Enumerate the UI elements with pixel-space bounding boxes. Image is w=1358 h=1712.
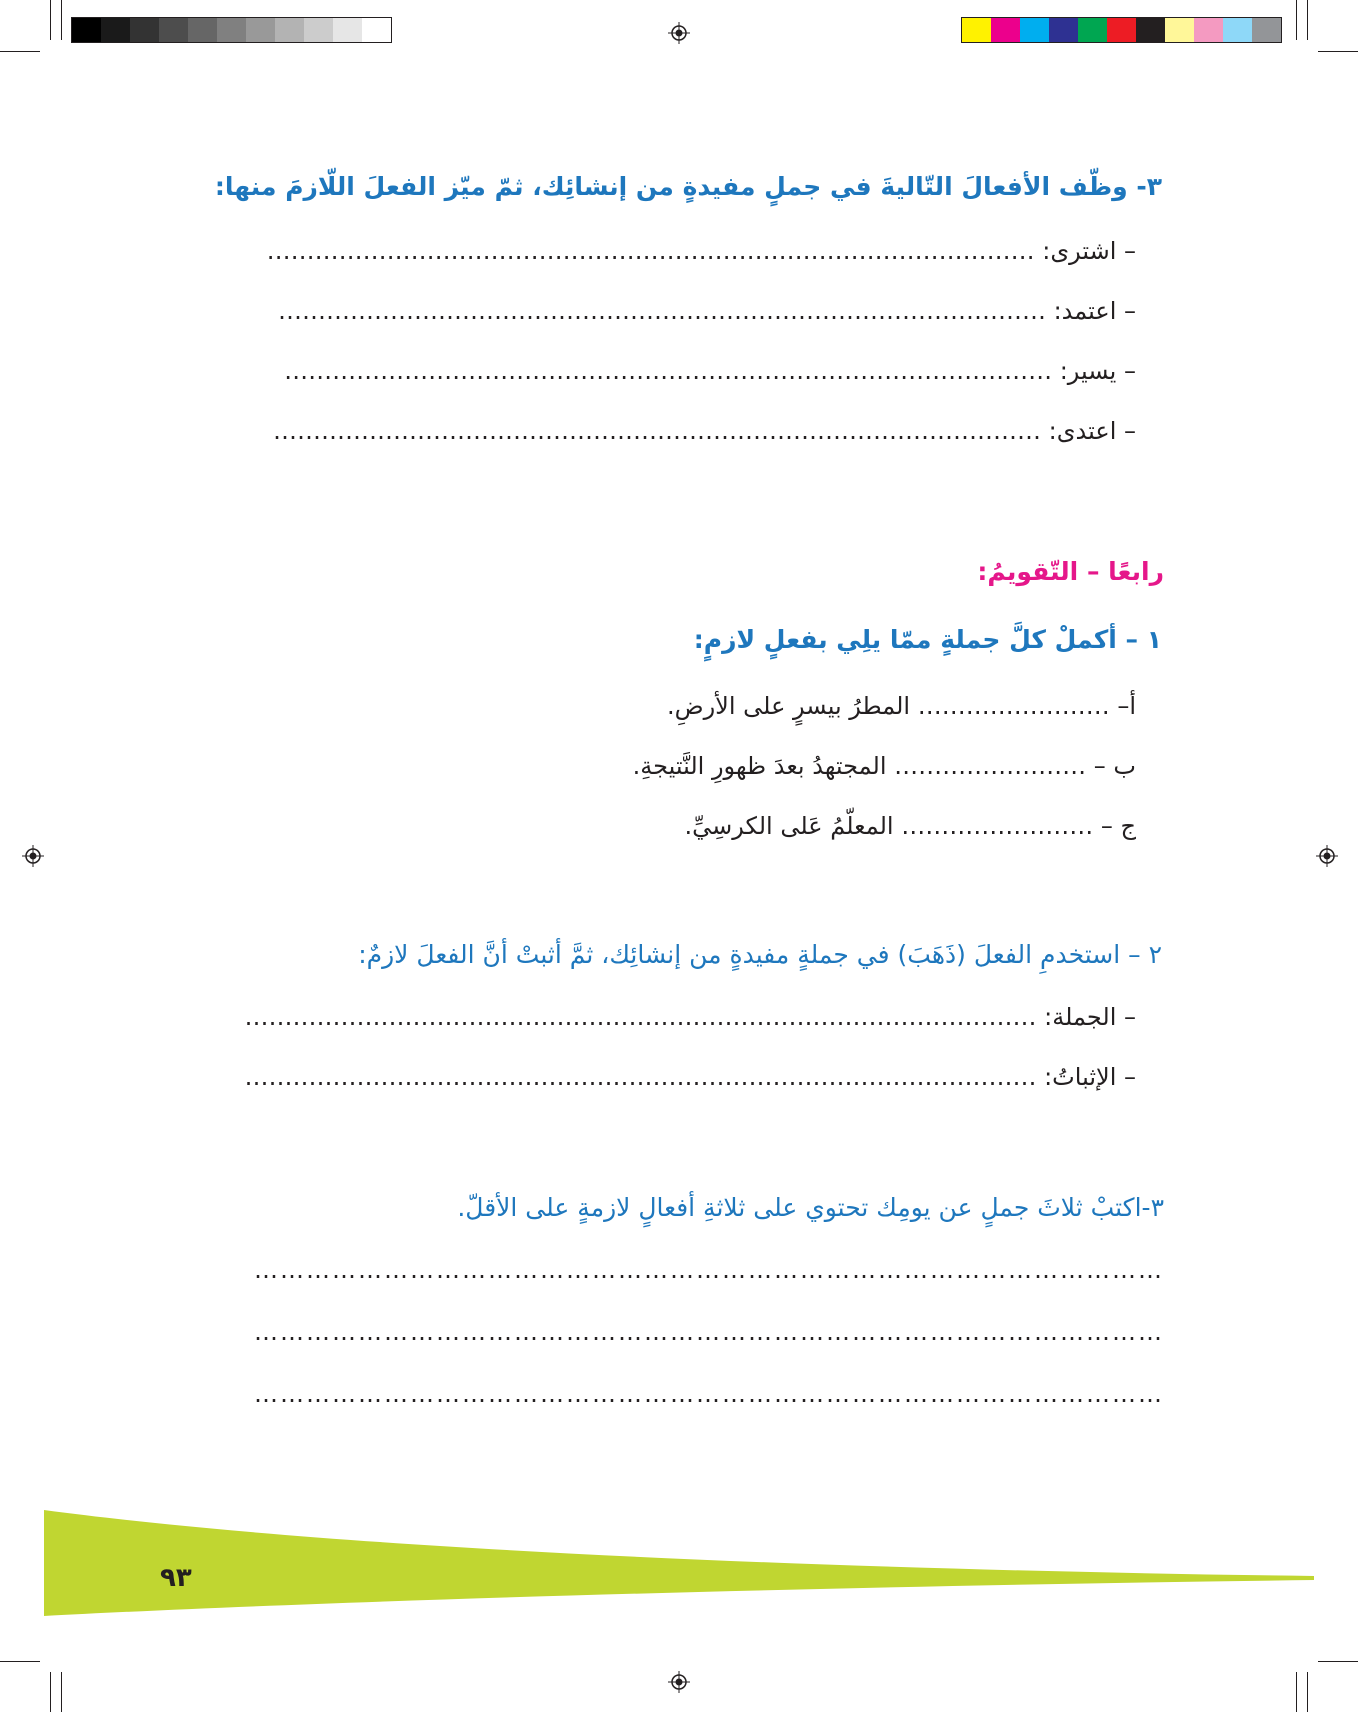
item-label: – اعتدى: [1048, 417, 1136, 445]
calibration-swatch [991, 18, 1020, 42]
calibration-swatch [1107, 18, 1136, 42]
calibration-swatch [304, 18, 333, 42]
exercise-3-heading: ٣- وظّف الأفعالَ التّاليةَ في جملٍ مفيدةٍ من إنشائِك، ثمّ ميّز الفعلَ اللّازمَ منها: [214, 172, 1162, 201]
item-label: – اعتمد: [1053, 297, 1136, 325]
fill-in-blank[interactable]: ……………………………………………………………………………………… [244, 1063, 1037, 1091]
exercise-item [136, 357, 1136, 385]
item-label: – الإثباتُ: [1044, 1063, 1136, 1091]
calibration-swatch [362, 18, 391, 42]
question-3-heading: ٣-اكتبْ ثلاثَ جملٍ عن يومِك تحتوي على ثلاثةِ أفعالٍ لازمةٍ على الأقلّ. [457, 1193, 1164, 1222]
completion-item [633, 752, 1136, 780]
item-text: المعلّمُ عَلى الكرسِيِّ. [684, 812, 894, 840]
answer-item [126, 1003, 1136, 1031]
completion-item [667, 692, 1136, 720]
fill-in-blank[interactable]: …………………… [917, 692, 1110, 720]
calibration-swatch [1020, 18, 1049, 42]
registration-mark-icon [1316, 845, 1338, 867]
calibration-swatch [246, 18, 275, 42]
item-letter: ج – [1100, 812, 1136, 840]
calibration-swatch [72, 18, 101, 42]
registration-mark-icon [668, 22, 690, 44]
item-label: – الجملة: [1044, 1003, 1136, 1031]
exercise-item [136, 237, 1136, 265]
exercise-item [136, 297, 1136, 325]
page-number: ٩٣ [160, 1563, 192, 1593]
answer-item [126, 1063, 1136, 1091]
calibration-swatch [1252, 18, 1281, 42]
answer-line[interactable]: …………………………………………………………………………………………… [254, 1318, 1164, 1346]
calibration-swatch [1194, 18, 1223, 42]
calibration-swatch [159, 18, 188, 42]
calibration-swatch [962, 18, 991, 42]
fill-in-blank[interactable]: …………………… [894, 752, 1087, 780]
footer-band [44, 1510, 1314, 1616]
section-title: رابعًا – التّقويمُ: [977, 557, 1164, 586]
registration-mark-icon [668, 1671, 690, 1693]
answer-line[interactable]: …………………………………………………………………………………………… [254, 1256, 1164, 1284]
color-calibration-strip [961, 17, 1282, 43]
calibration-swatch [1136, 18, 1165, 42]
completion-item [684, 812, 1136, 840]
fill-in-blank[interactable]: …………………………………………………………………………………… [266, 237, 1035, 265]
calibration-swatch [1078, 18, 1107, 42]
fill-in-blank[interactable]: …………………………………………………………………………………… [284, 357, 1053, 385]
registration-mark-icon [22, 845, 44, 867]
item-letter: أ– [1117, 692, 1136, 720]
calibration-swatch [333, 18, 362, 42]
fill-in-blank[interactable]: …………………………………………………………………………………… [273, 417, 1042, 445]
fill-in-blank[interactable]: …………………………………………………………………………………… [277, 297, 1046, 325]
calibration-swatch [130, 18, 159, 42]
fill-in-blank[interactable]: …………………… [901, 812, 1094, 840]
item-letter: ب – [1093, 752, 1136, 780]
question-2-heading: ٢ – استخدمِ الفعلَ (ذَهَبَ) في جملةٍ مفيدةٍ من إنشائِك، ثمَّ أثبتْ أنَّ الفعلَ لازمٌ: [358, 940, 1162, 969]
fill-in-blank[interactable]: ……………………………………………………………………………………… [244, 1003, 1037, 1031]
item-text: المجتهدُ بعدَ ظهورِ النَّتيجةِ. [632, 752, 887, 780]
calibration-swatch [188, 18, 217, 42]
calibration-swatch [1165, 18, 1194, 42]
question-1-heading: ١ – أكملْ كلَّ جملةٍ ممّا يلِي بفعلٍ لازمٍ: [693, 625, 1162, 654]
calibration-swatch [101, 18, 130, 42]
grayscale-calibration-strip [71, 17, 392, 43]
calibration-swatch [275, 18, 304, 42]
answer-line[interactable]: …………………………………………………………………………………………… [254, 1380, 1164, 1408]
exercise-item [136, 417, 1136, 445]
item-text: المطرُ بيسرٍ على الأرضِ. [666, 692, 911, 720]
calibration-swatch [1223, 18, 1252, 42]
item-label: – يسير: [1059, 357, 1136, 385]
calibration-swatch [1049, 18, 1078, 42]
item-label: – اشترى: [1042, 237, 1136, 265]
calibration-swatch [217, 18, 246, 42]
